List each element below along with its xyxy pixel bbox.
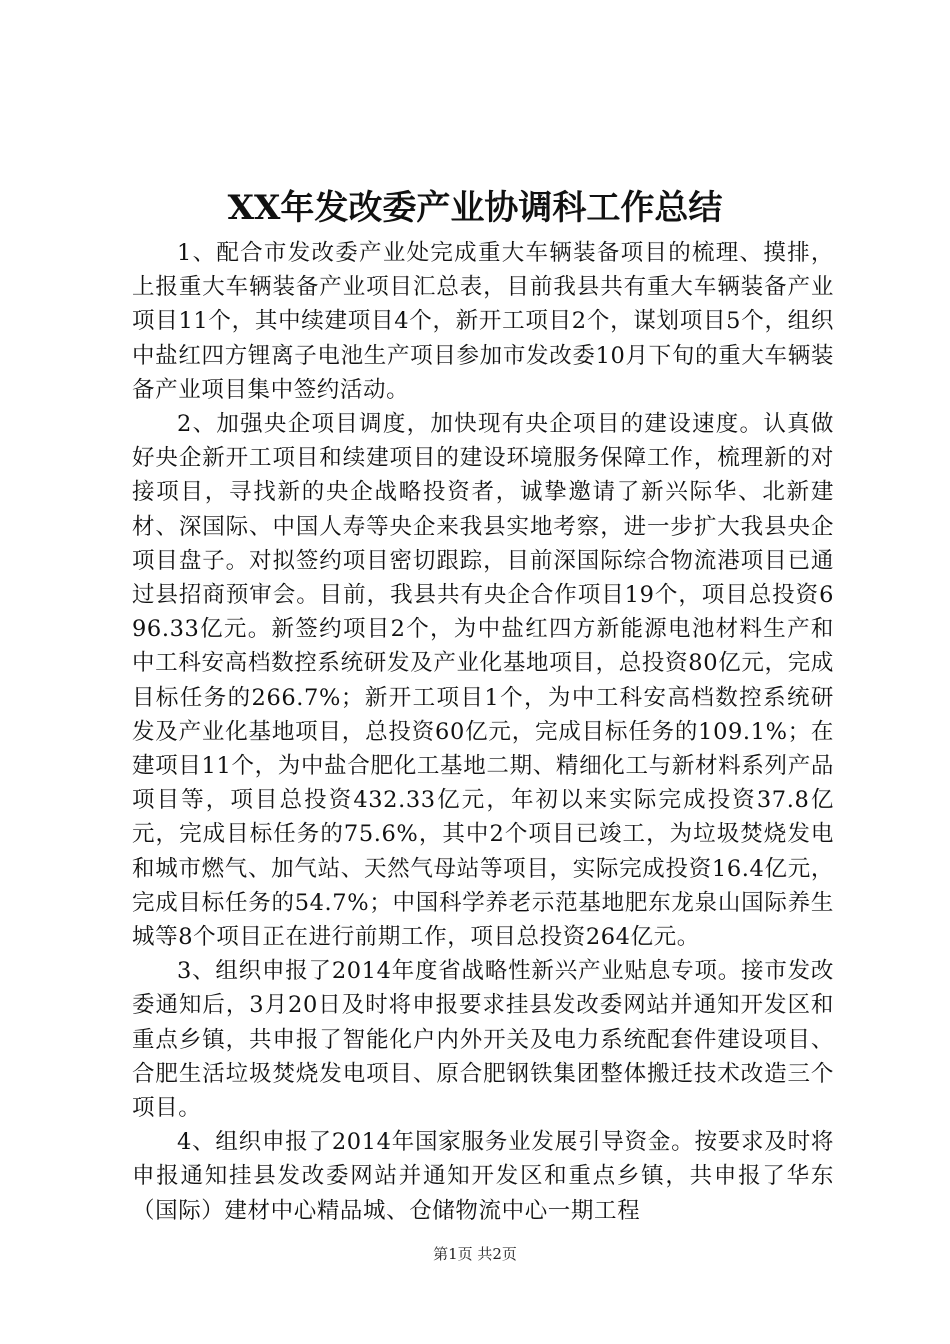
- document-title: XX年发改委产业协调科工作总结: [227, 188, 723, 228]
- page-footer: 第1页 共2页: [433, 1245, 517, 1263]
- document-body: [132, 236, 834, 1228]
- paragraph-1: 1、配合市发改委产业处完成重大车辆装备项目的梳理、摸排，上报重大车辆装备产业项目汇总表，目前我县共有重大车辆装备产业项目11个，其中续建项目4个，新开工项目2个，谋划项目5个，组织中盐红四方锂离子电池生产项目参加市发改委10月下旬的重大车辆装备产业项目集中签约活动。: [132, 240, 834, 403]
- paragraph-2: 2、加强央企项目调度，加快现有央企项目的建设速度。认真做好央企新开工项目和续建项目的建设环境服务保障工作，梳理新的对接项目，寻找新的央企战略投资者，诚挚邀请了新兴际华、北新建材、深国际、中国人寿等央企来我县实地考察，进一步扩大我县央企项目盘子。对拟签约项目密切跟踪，目前深国际综合物流港项目已通过县招商预审会。目前，我县共有央企合作项目19个，项目总投资696.33亿元。新签约项目2个，为中盐红四方新能源电池材料生产和中工科安高档数控系统研发及产业化基地项目，总投资80亿元，完成目标任务的266.7%；新开工项目1个，为中工科安高档数控系统研发及产业化基地项目，总投资60亿元，完成目标任务的109.1%；在建项目11个，为中盐合肥化工基地二期、精细化工与新材料系列产品项目等，项目总投资432.33亿元，年初以来实际完成投资37.8亿元，完成目标任务的75.6%，其中2个项目已竣工，为垃圾焚烧发电和城市燃气、加气站、天然气母站等项目，实际完成投资16.4亿元，完成目标任务的54.7%；中国科学养老示范基地肥东龙泉山国际养生城等8个项目正在进行前期工作，项目总投资264亿元。: [132, 411, 834, 951]
- paragraph-3: 3、组织申报了2014年度省战略性新兴产业贴息专项。接市发改委通知后，3月20日及时将申报要求挂县发改委网站并通知开发区和重点乡镇，共申报了智能化户内外开关及电力系统配套件建设项目、合肥生活垃圾焚烧发电项目、原合肥钢铁集团整体搬迁技术改造三个项目。: [132, 958, 834, 1122]
- paragraph-4: 4、组织申报了2014年国家服务业发展引导资金。按要求及时将申报通知挂县发改委网站并通知开发区和重点乡镇，共申报了华东（国际）建材中心精品城、仓储物流中心一期工程: [132, 1129, 834, 1224]
